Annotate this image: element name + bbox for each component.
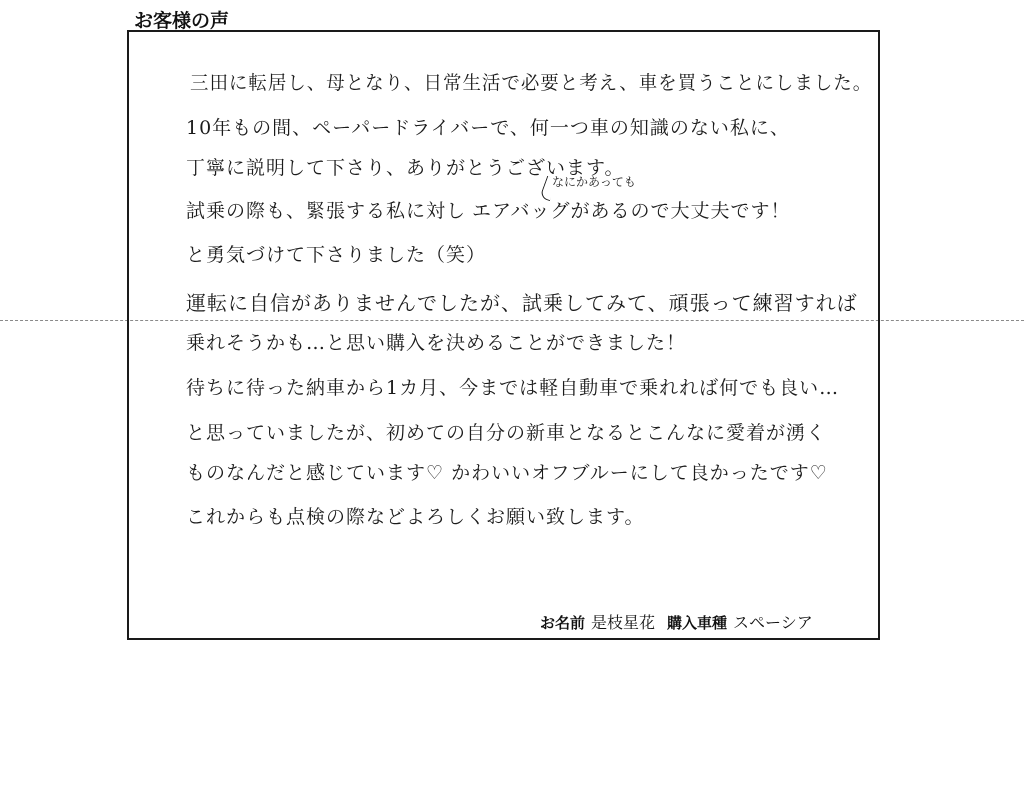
testimonial-line-11: これからも点検の際などよろしくお願い致します。 <box>186 506 645 528</box>
testimonial-line-2: 10年もの間、ペーパードライバーで、何一つ車の知識のない私に、 <box>186 117 790 139</box>
testimonial-line-4-end: エアバッグがあるので大丈夫です！ <box>472 200 791 222</box>
testimonial-line-10: ものなんだと感じています♡ かわいいオフブルーにして良かったです♡ <box>186 462 828 484</box>
testimonial-line-1: 三田に転居し、母となり、日常生活で必要と考え、車を買うことにしました。 <box>190 72 873 94</box>
customer-name: 是枝星花 <box>591 613 656 632</box>
model-label: 購入車種 <box>667 614 728 632</box>
name-label: お名前 <box>540 614 586 632</box>
signature-footer <box>540 610 819 633</box>
testimonial-line-9: と思っていましたが、初めての自分の新車となるとこんなに愛着が湧く <box>186 422 827 444</box>
testimonial-line-5: と勇気づけて下さりました（笑） <box>186 244 487 266</box>
testimonial-line-6: 運転に自信がありませんでしたが、試乗してみて、頑張って練習すれば <box>186 291 858 315</box>
testimonial-line-4 <box>186 196 791 223</box>
car-model: スペーシア <box>733 613 813 632</box>
testimonial-line-3: 丁寧に説明して下さり、ありがとうございます。 <box>186 157 625 179</box>
testimonial-line-7: 乗れそうかも…と思い購入を決めることができました！ <box>186 332 687 354</box>
testimonial-line-4-start: 試乗の際も、緊張する私に対し <box>186 200 467 222</box>
testimonial-line-8: 待ちに待った納車から1カ月、今までは軽自動車で乗れれば何でも良い… <box>186 377 840 399</box>
insertion-note: なにかあっても <box>552 175 636 189</box>
page-heading: お客様の声 <box>134 10 230 32</box>
